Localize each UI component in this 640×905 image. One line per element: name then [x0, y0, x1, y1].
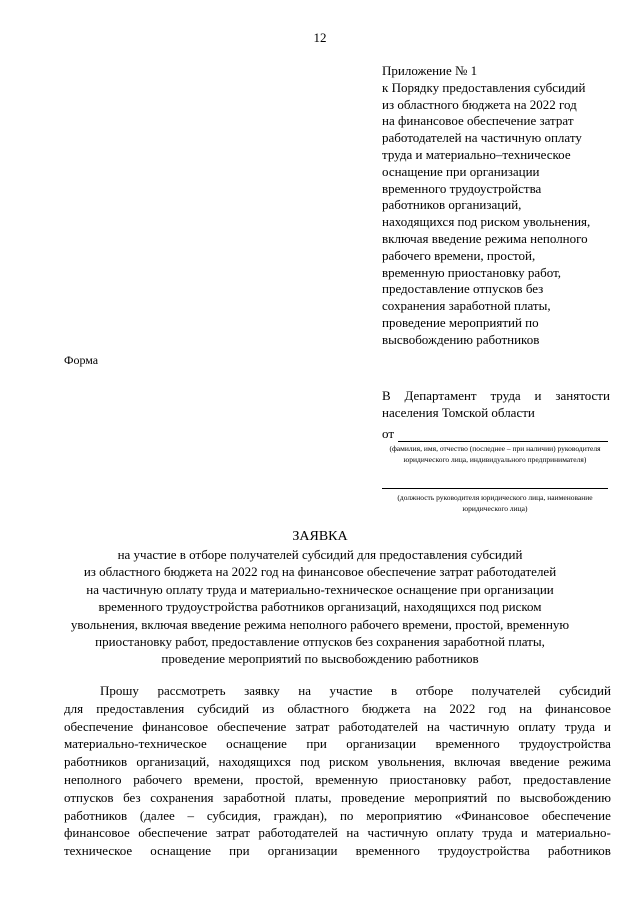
body-word: организации [346, 736, 417, 752]
title-line: приостановку работ, предоставление отпусков без сохранения заработной платы, [95, 634, 545, 650]
addressee-line-2: населения Томской области [382, 405, 535, 420]
body-word: техническое [64, 843, 133, 859]
body-word: рабочего [133, 771, 183, 787]
body-word: «Финансовое [454, 807, 529, 823]
body-word: граждан), [273, 807, 328, 823]
body-paragraph [64, 682, 611, 860]
body-line [64, 824, 611, 842]
body-word: находящихся [218, 754, 291, 770]
applicant-name-hint: (фамилия, имя, отчество (последнее – при наличии) руководителя юридического лица, индивидуального предпринимателя) [389, 444, 601, 464]
appendix-line: из областного бюджета на 2022 год [382, 96, 577, 112]
body-word: без [123, 789, 141, 805]
body-word: – [187, 807, 195, 823]
addressee-line-1 [382, 387, 610, 404]
body-word: работодателей [338, 718, 418, 734]
body-line [64, 682, 611, 700]
appendix-line: работников организаций, [382, 197, 522, 213]
body-word: рассмотреть [157, 683, 226, 698]
addressee-word: Департамент [404, 388, 477, 403]
title-line: временного трудоустройства работников организаций, находящихся под риском [98, 599, 542, 615]
body-word: в [391, 683, 398, 698]
appendix-line: труда и материально–техническое [382, 146, 571, 162]
body-word: организаций, [136, 754, 210, 770]
body-word: работников [64, 754, 128, 770]
addressee-word: В [382, 388, 391, 403]
body-word: отпусков [64, 789, 114, 805]
body-word: субсидий [559, 683, 611, 698]
addressee-word: труда [490, 388, 521, 403]
body-word: субсидий [197, 700, 250, 716]
body-word: год [488, 700, 507, 716]
body-word: оснащение [150, 843, 212, 859]
application-title [40, 528, 600, 668]
appendix-line: временного трудоустройства [382, 180, 542, 196]
body-word: введение [509, 754, 560, 770]
title-line: из областного бюджета на 2022 год на финансовое обеспечение затрат работодателей [83, 564, 557, 580]
body-word: оплату [436, 825, 474, 841]
body-word: (далее [139, 807, 175, 823]
appendix-line: работодателей на частичную оплату [382, 130, 582, 146]
body-word: мероприятию [366, 807, 442, 823]
body-word: при [229, 843, 250, 859]
body-word: работников [64, 807, 128, 823]
body-word: субсидия, [206, 807, 261, 823]
appendix-line: оснащение при организации [382, 163, 540, 179]
body-word: временного [355, 843, 420, 859]
body-word: предоставления [96, 700, 185, 716]
body-word: по [496, 789, 511, 805]
appendix-line: Приложение № 1 [382, 63, 478, 78]
body-word: материально- [536, 825, 611, 841]
body-word: и [520, 825, 528, 841]
appendix-line: находящихся под риском увольнения, [382, 214, 591, 230]
body-line [64, 735, 611, 753]
body-word: обеспечение [217, 718, 287, 734]
body-word: участие [329, 683, 373, 698]
body-word: при [306, 736, 327, 752]
body-line [64, 700, 611, 718]
addressee-block [382, 387, 610, 421]
body-word: заявку [244, 683, 280, 698]
body-word: времени, [193, 771, 244, 787]
body-word: оснащение [226, 736, 287, 752]
form-label: Форма [64, 353, 99, 367]
body-word: временную [315, 771, 378, 787]
body-word: материально-техническое [64, 736, 207, 752]
body-word: затрат [295, 718, 330, 734]
body-word: работников [547, 843, 611, 859]
body-word: на [427, 718, 440, 734]
body-word: частичную [367, 825, 428, 841]
body-word: оплату [518, 718, 556, 734]
page-number: 12 [313, 30, 327, 45]
body-word: обеспечение [541, 807, 611, 823]
body-word: высвобождению [519, 789, 611, 805]
body-word: проведение [341, 789, 405, 805]
appendix-block [382, 63, 612, 349]
body-word: затрат [215, 825, 250, 841]
appendix-line: проведение мероприятий по [382, 314, 539, 330]
position-field[interactable] [382, 488, 608, 489]
body-word: труда [482, 825, 513, 841]
title-line: проведение мероприятий по высвобождению работников [161, 651, 479, 667]
body-word: риском [329, 754, 369, 770]
body-line [64, 718, 611, 736]
body-word: отборе [415, 683, 454, 698]
body-word: частичную [448, 718, 510, 734]
body-line [64, 771, 611, 789]
body-word: трудоустройства [438, 843, 530, 859]
body-word: заработной [223, 789, 286, 805]
appendix-line: предоставление отпусков без [382, 281, 544, 297]
body-word: работодателей [258, 825, 338, 841]
body-word: областного [287, 700, 349, 716]
body-word: 2022 [449, 700, 476, 716]
title-line: на участие в отборе получателей субсидий для предоставления субсидий [117, 547, 523, 562]
appendix-line: на финансовое обеспечение затрат [382, 113, 574, 129]
body-word: мероприятий [414, 789, 488, 805]
appendix-line: включая введение режима неполного [382, 230, 588, 246]
body-word: для [64, 700, 84, 716]
body-word: на [423, 700, 437, 716]
body-line [64, 807, 611, 825]
body-word: организации [267, 843, 338, 859]
body-word: сохранения [150, 789, 214, 805]
body-word: режима [568, 754, 611, 770]
body-word: обеспечение [64, 718, 134, 734]
from-field-row [382, 425, 608, 442]
body-word: приостановку [389, 771, 467, 787]
body-word: трудоустройства [519, 736, 611, 752]
body-line [64, 753, 611, 771]
body-word: на [346, 825, 360, 841]
body-word: бюджета [361, 700, 411, 716]
body-line [64, 789, 611, 807]
body-word: на [298, 683, 311, 698]
appendix-line: сохранения заработной платы, [382, 298, 551, 314]
applicant-name-field[interactable] [398, 428, 608, 442]
title-line: увольнения, включая введение режима неполного рабочего времени, простой, временную [70, 616, 570, 632]
body-word: на [519, 700, 532, 716]
addressee-word: и [534, 388, 542, 403]
title-heading: ЗАЯВКА [292, 529, 348, 544]
body-word: финансовое [545, 700, 611, 716]
body-word: получателей [471, 683, 541, 698]
addressee-word: занятости [555, 388, 610, 403]
appendix-line: к Порядку предоставления субсидий [382, 79, 586, 95]
body-word: и [604, 718, 611, 734]
body-word: финансовое [64, 825, 130, 841]
body-word: обеспечение [138, 825, 208, 841]
appendix-line: высвобождению работников [382, 331, 540, 347]
from-label: от [382, 426, 395, 441]
body-line [64, 842, 611, 860]
position-hint: (должность руководителя юридического лица, наименование юридического лица) [397, 493, 593, 513]
body-word: труда [564, 718, 595, 734]
body-word: временного [435, 736, 500, 752]
body-word: увольнения, [377, 754, 445, 770]
body-word: под [300, 754, 320, 770]
body-word: по [339, 807, 354, 823]
appendix-line: рабочего времени, простой, [382, 247, 536, 263]
title-line: на частичную оплату труда и материально-техническое оснащение при организации [86, 581, 554, 597]
body-word: работ, [478, 771, 512, 787]
body-word: финансовое [142, 718, 209, 734]
appendix-line: временную приостановку работ, [382, 264, 562, 280]
title-subtitle [40, 546, 600, 668]
body-word: включая [454, 754, 501, 770]
body-word: простой, [255, 771, 304, 787]
body-word: платы, [294, 789, 332, 805]
body-word: Прошу [100, 683, 139, 698]
body-word: предоставление [523, 771, 611, 787]
body-word: неполного [64, 771, 122, 787]
body-word: из [262, 700, 275, 716]
